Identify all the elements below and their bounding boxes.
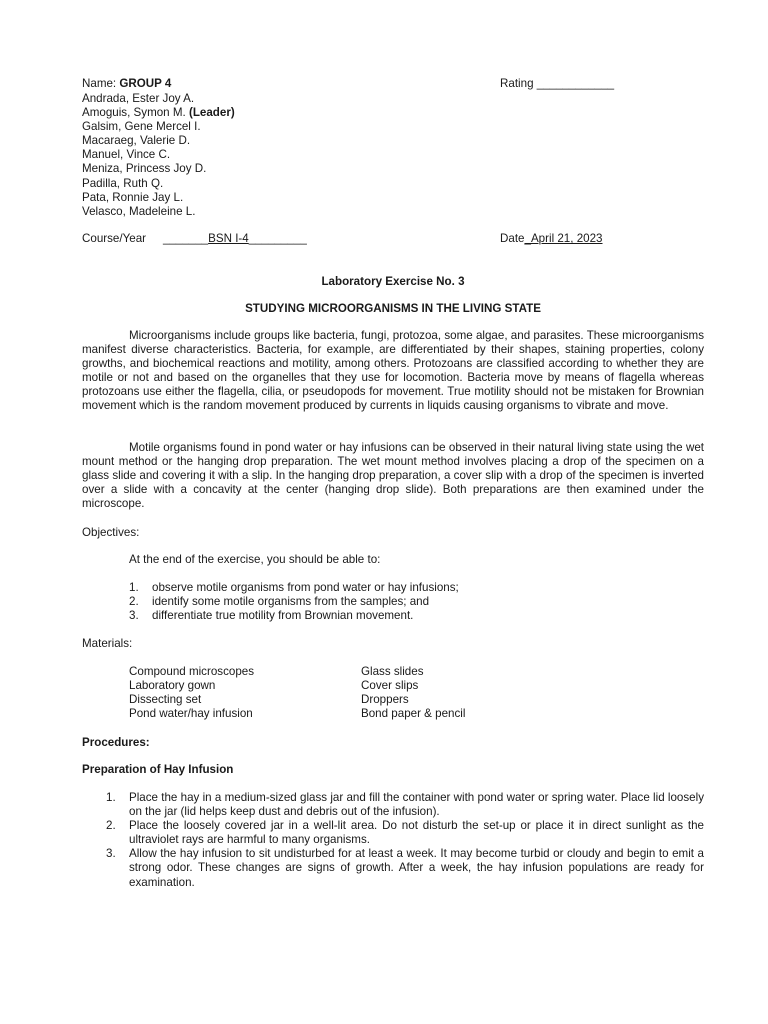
- member-name: Galsim, Gene Mercel I.: [82, 120, 201, 134]
- rating-line: [500, 77, 614, 91]
- procedure-item: 1. Place the hay in a medium-sized glass jar and fill the container with pond water or spring water. Place lid loosely on the jar (lid helps keep dust and debris out of the infusion).: [106, 791, 704, 819]
- name-line: [82, 77, 171, 91]
- objective-item: 2. identify some motile organisms from the samples; and: [129, 595, 430, 609]
- course-year-value: _______BSN I-4_________: [163, 232, 307, 245]
- objective-item: 3. differentiate true motility from Brownian movement.: [129, 609, 414, 623]
- exercise-number: Laboratory Exercise No. 3: [321, 275, 465, 288]
- member-name-leader: Amoguis, Symon M. (Leader): [82, 106, 235, 120]
- date-value: _April 21, 2023: [524, 232, 603, 245]
- objectives-list: [129, 581, 459, 623]
- procedures-heading: Procedures:: [82, 736, 150, 749]
- exercise-title: STUDYING MICROORGANISMS IN THE LIVING STATE: [245, 302, 541, 315]
- procedure-item: 3. Allow the hay infusion to sit undisturbed for at least a week. It may become turbid or cloudy and begin to emit a strong odor. These changes are signs of growth. After a week, the hay infusion populations are ready for examination.: [106, 847, 704, 889]
- intro-paragraph: Microorganisms include groups like bacteria, fungi, protozoa, some algae, and parasites. These microorganisms manifest diverse characteristics. Bacteria, for example, are differentiated by their shapes, staining properties, colony growths, and biochemical reactions and motility, among others. Protozoans are classified according to whether they are motile or not and based on the organelles that they use for locomotion. Bacteria move by means of flagella whereas protozoans use either the flagella, cilia, or pseudopods for movement. True motility should not be mistaken for Brownian movement which is the random movement produced by currents in liquids causing organisms to vibrate and move.: [82, 329, 704, 413]
- procedures-list: [106, 791, 704, 890]
- leader-tag: (Leader): [188, 106, 235, 120]
- method-paragraph: Motile organisms found in pond water or hay infusions can be observed in their natural living state using the wet mount method or the hanging drop preparation. The wet mount method involves placing a drop of the specimen on a glass slide and covering it with a slip. In the hanging drop preparation, a cover slip with a drop of the specimen is inverted over a slide with a concavity at the center (hanging drop slide). Both preparations are then examined under the microscope.: [82, 441, 704, 511]
- date-label: Date: [500, 232, 525, 245]
- member-list: [82, 92, 235, 219]
- course-label: Course/Year: [82, 232, 147, 245]
- rating-label: Rating: [500, 77, 537, 90]
- name-label: Name:: [82, 77, 120, 90]
- rating-blank: ____________: [536, 77, 615, 90]
- course-value: BSN I-4: [208, 232, 249, 245]
- member-name: Padilla, Ruth Q.: [82, 176, 164, 190]
- member-name: Velasco, Madeleine L.: [82, 204, 196, 218]
- member-name: Macaraeg, Valerie D.: [82, 134, 191, 148]
- document-page: Name: GROUP 4 Rating ____________ Andrada, Ester Joy A. Amoguis, Symon M. (Leader) Galsim, Gene Mercel I. Macaraeg, Valerie D. Manuel, Vince C. Meniza, Princess Joy D. Padilla, Ruth Q. Pata, Ronnie Jay L. Velasco, Madeleine L. Course/Year _______BSN I-4_________ Date_April 21, 2023 Laboratory Exercise No. 3 STUDYING MICROORGANISMS IN THE LIVING STATE Microorganisms include groups like bacteria, fungi, protozoa, some algae, and parasites. These microorganisms manifest diverse characteristics. Bacteria, for example, are differentiated by their shapes, staining properties, colony growths, and biochemical reactions and motility, among others. Protozoans are classified according to whether they are motile or not and based on the organelles that they use for locomotion. Bacteria move by means of flagella whereas protozoans use either the flagella, cilia, or pseudopods for movement. True motility should not be mistaken for Brownian movement which is the random movement produced by currents in liquids causing organisms to vibrate and move. Motile organisms found in pond water or hay infusions can be observed in their natural living state using the wet mount method or the hanging drop preparation. The wet mount method involves placing a drop of the specimen on a glass slide and covering it with a slip. In the hanging drop preparation, a cover slip with a drop of the specimen is inverted over a slide with a concavity at the center (hanging drop slide). Both preparations are then examined under the microscope. Objectives: At the end of the exercise, you should be able to: 1. observe motile organisms from pond water or hay infusions; 2. identify some motile organisms from the samples; and 3. differentiate true motility from Brownian movement. Materials: Compound microscopes Glass slides Laboratory gown Cover slips Dissecting set Droppers Pond water/hay infusion Bond paper & pencil Procedures: Preparation of Hay Infusion 1. Place the hay in a medium-sized glass jar and fill the container with pond water or spring water. Place lid loosely on the jar (lid helps keep dust and debris out of the infusion). 2. Place the loosely covered jar in a well-lit area. Do not disturb the set-up or place it in direct sunlight as the ultraviolet rays are harmful to many organisms. 3. Allow the hay infusion to sit undisturbed for at least a week. It may become turbid or cloudy and begin to emit a strong odor. These changes are signs of growth. After a week, the hay infusion populations are ready for examination.: [82, 77, 704, 889]
- objectives-heading: Objectives:: [82, 526, 140, 539]
- date-line: [500, 232, 603, 246]
- objective-item: 1. observe motile organisms from pond water or hay infusions;: [129, 581, 459, 594]
- objectives-intro: At the end of the exercise, you should be able to:: [129, 553, 381, 566]
- member-name: Pata, Ronnie Jay L.: [82, 190, 184, 204]
- member-name: Meniza, Princess Joy D.: [82, 162, 207, 176]
- procedure-item: 2. Place the loosely covered jar in a well-lit area. Do not disturb the set-up or place it in direct sunlight as the ultraviolet rays are harmful to many organisms.: [106, 819, 704, 847]
- group-name: GROUP 4: [119, 77, 172, 90]
- materials-heading: Materials:: [82, 637, 133, 650]
- procedures-subheading: Preparation of Hay Infusion: [82, 763, 234, 776]
- member-name: Andrada, Ester Joy A.: [82, 92, 195, 105]
- member-name: Manuel, Vince C.: [82, 148, 171, 162]
